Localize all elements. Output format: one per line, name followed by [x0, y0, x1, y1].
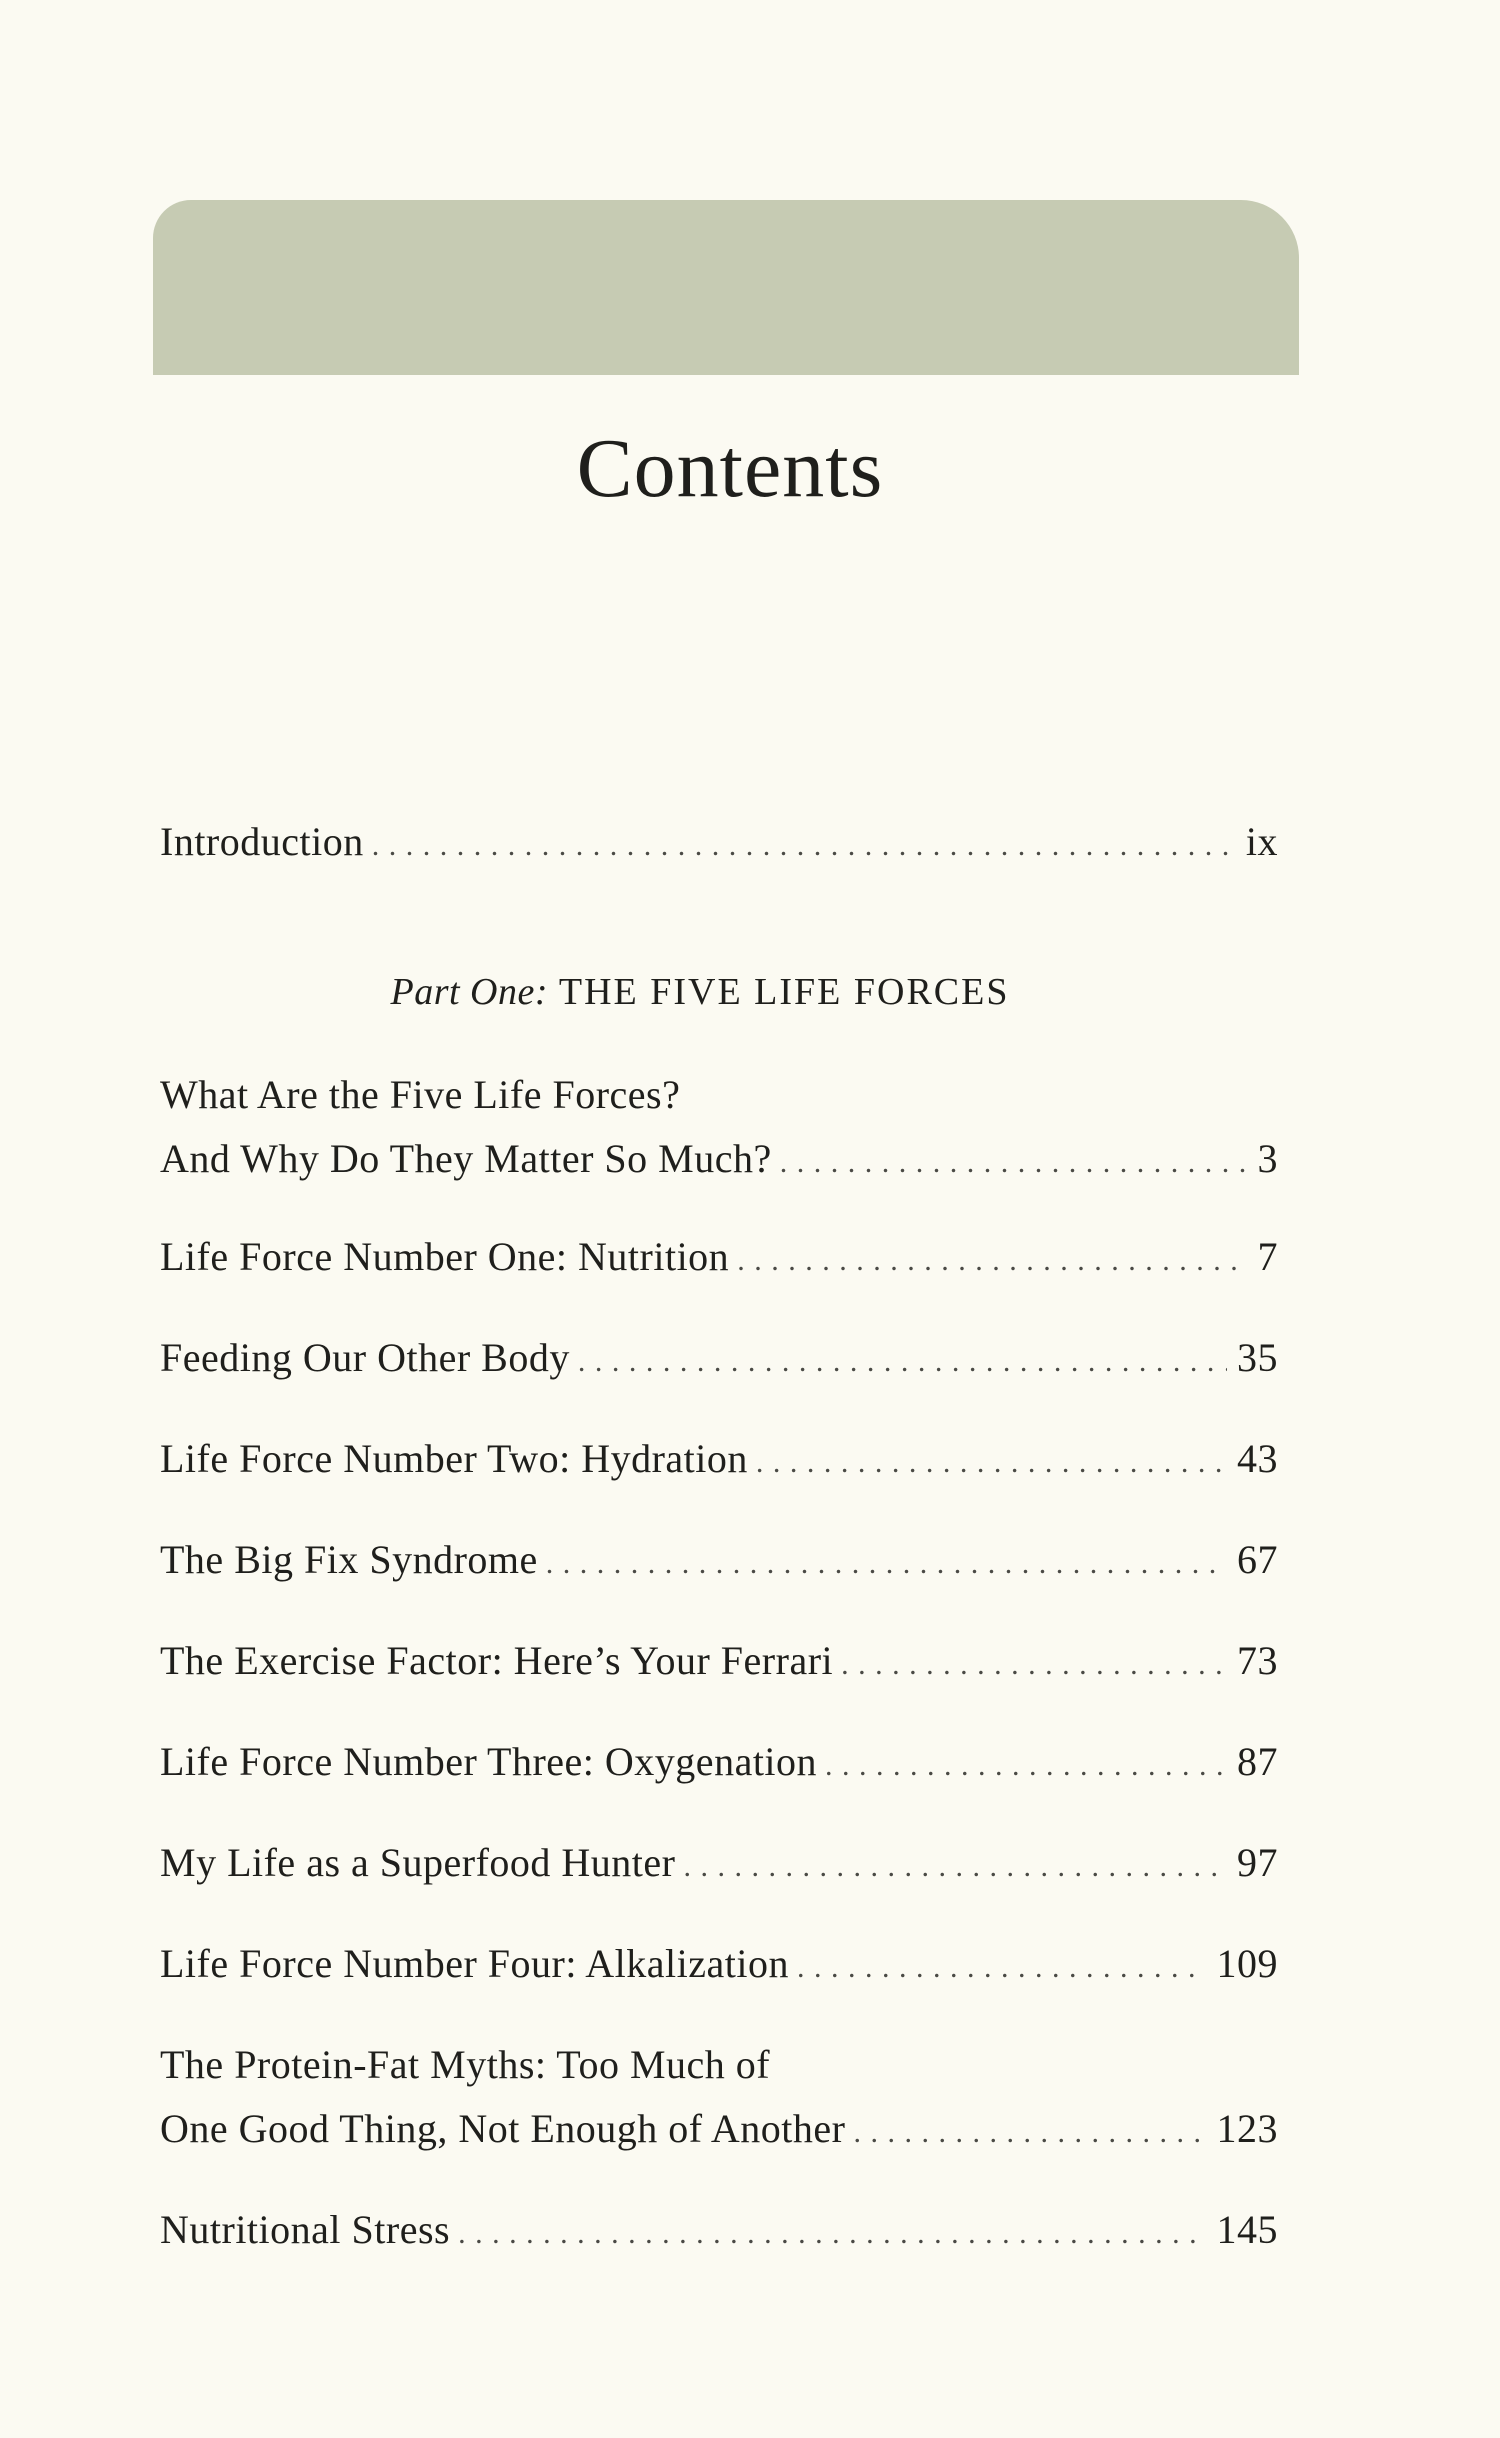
dot-leader [578, 1330, 1227, 1394]
dot-leader [853, 2101, 1206, 2165]
dot-leader [841, 1633, 1227, 1697]
toc-entry-title: Life Force Number One: Nutrition [160, 1234, 730, 1279]
toc-entry-page: 7 [1257, 1234, 1278, 1279]
part-heading [160, 970, 1240, 1014]
toc-entry-title-line2: And Why Do They Matter So Much? [160, 1136, 772, 1181]
dot-leader [780, 1131, 1248, 1195]
dot-leader [825, 1734, 1227, 1798]
toc-entry-title: Feeding Our Other Body [160, 1335, 570, 1380]
toc-entry-title: Life Force Number Two: Hydration [160, 1436, 748, 1481]
toc-entry[interactable] [160, 1063, 1278, 1195]
dot-leader [737, 1229, 1247, 1293]
toc-entry-title: Life Force Number Four: Alkalization [160, 1941, 789, 1986]
toc-entry-page: 67 [1237, 1537, 1278, 1582]
dot-leader [458, 2202, 1206, 2266]
dot-leader [797, 1936, 1207, 2000]
toc-entry-title: The Exercise Factor: Here’s Your Ferrari [160, 1638, 834, 1683]
toc-entry-title-line1: The Protein-Fat Myths: Too Much of [160, 2042, 771, 2087]
dot-leader [546, 1532, 1227, 1596]
toc-entry[interactable] [160, 2198, 1278, 2266]
toc-entry-introduction[interactable] [160, 810, 1278, 878]
toc-entry[interactable] [160, 1831, 1278, 1899]
toc-entry-title: Introduction [160, 819, 364, 864]
part-name: THE FIVE LIFE FORCES [558, 971, 1010, 1013]
toc-entry-page: 109 [1216, 1941, 1278, 1986]
toc-entry-title: Nutritional Stress [160, 2207, 451, 2252]
toc-entry-page: 3 [1257, 1136, 1278, 1181]
toc-entry-title: The Big Fix Syndrome [160, 1537, 538, 1582]
part-label: Part One: [390, 971, 549, 1013]
toc-entry[interactable] [160, 1528, 1278, 1596]
toc-entry-page: 43 [1237, 1436, 1278, 1481]
dot-leader [756, 1431, 1227, 1495]
toc-entry-page: 87 [1237, 1739, 1278, 1784]
toc-entry[interactable] [160, 1932, 1278, 2000]
toc-entry-page: 73 [1237, 1638, 1278, 1683]
toc-entry-page: ix [1245, 819, 1278, 864]
page-title: Contents [576, 422, 884, 515]
toc-entry-title-line2: One Good Thing, Not Enough of Another [160, 2106, 846, 2151]
toc-entry-title: My Life as a Superfood Hunter [160, 1840, 676, 1885]
toc-entry-page: 123 [1216, 2106, 1278, 2151]
toc-entry[interactable] [160, 1225, 1278, 1293]
toc-entry-page: 145 [1216, 2207, 1278, 2252]
toc-entry[interactable] [160, 1427, 1278, 1495]
toc-entry-page: 35 [1237, 1335, 1278, 1380]
toc-entry-title: Life Force Number Three: Oxygenation [160, 1739, 818, 1784]
toc-entry[interactable] [160, 2033, 1278, 2165]
chapter-header-band [153, 200, 1299, 375]
toc-entry-page: 97 [1237, 1840, 1278, 1885]
dot-leader [372, 814, 1236, 878]
toc-entry[interactable] [160, 1730, 1278, 1798]
toc-entry-title-line1: What Are the Five Life Forces? [160, 1072, 681, 1117]
toc-entry[interactable] [160, 1629, 1278, 1697]
dot-leader [683, 1835, 1227, 1899]
toc-entry[interactable] [160, 1326, 1278, 1394]
